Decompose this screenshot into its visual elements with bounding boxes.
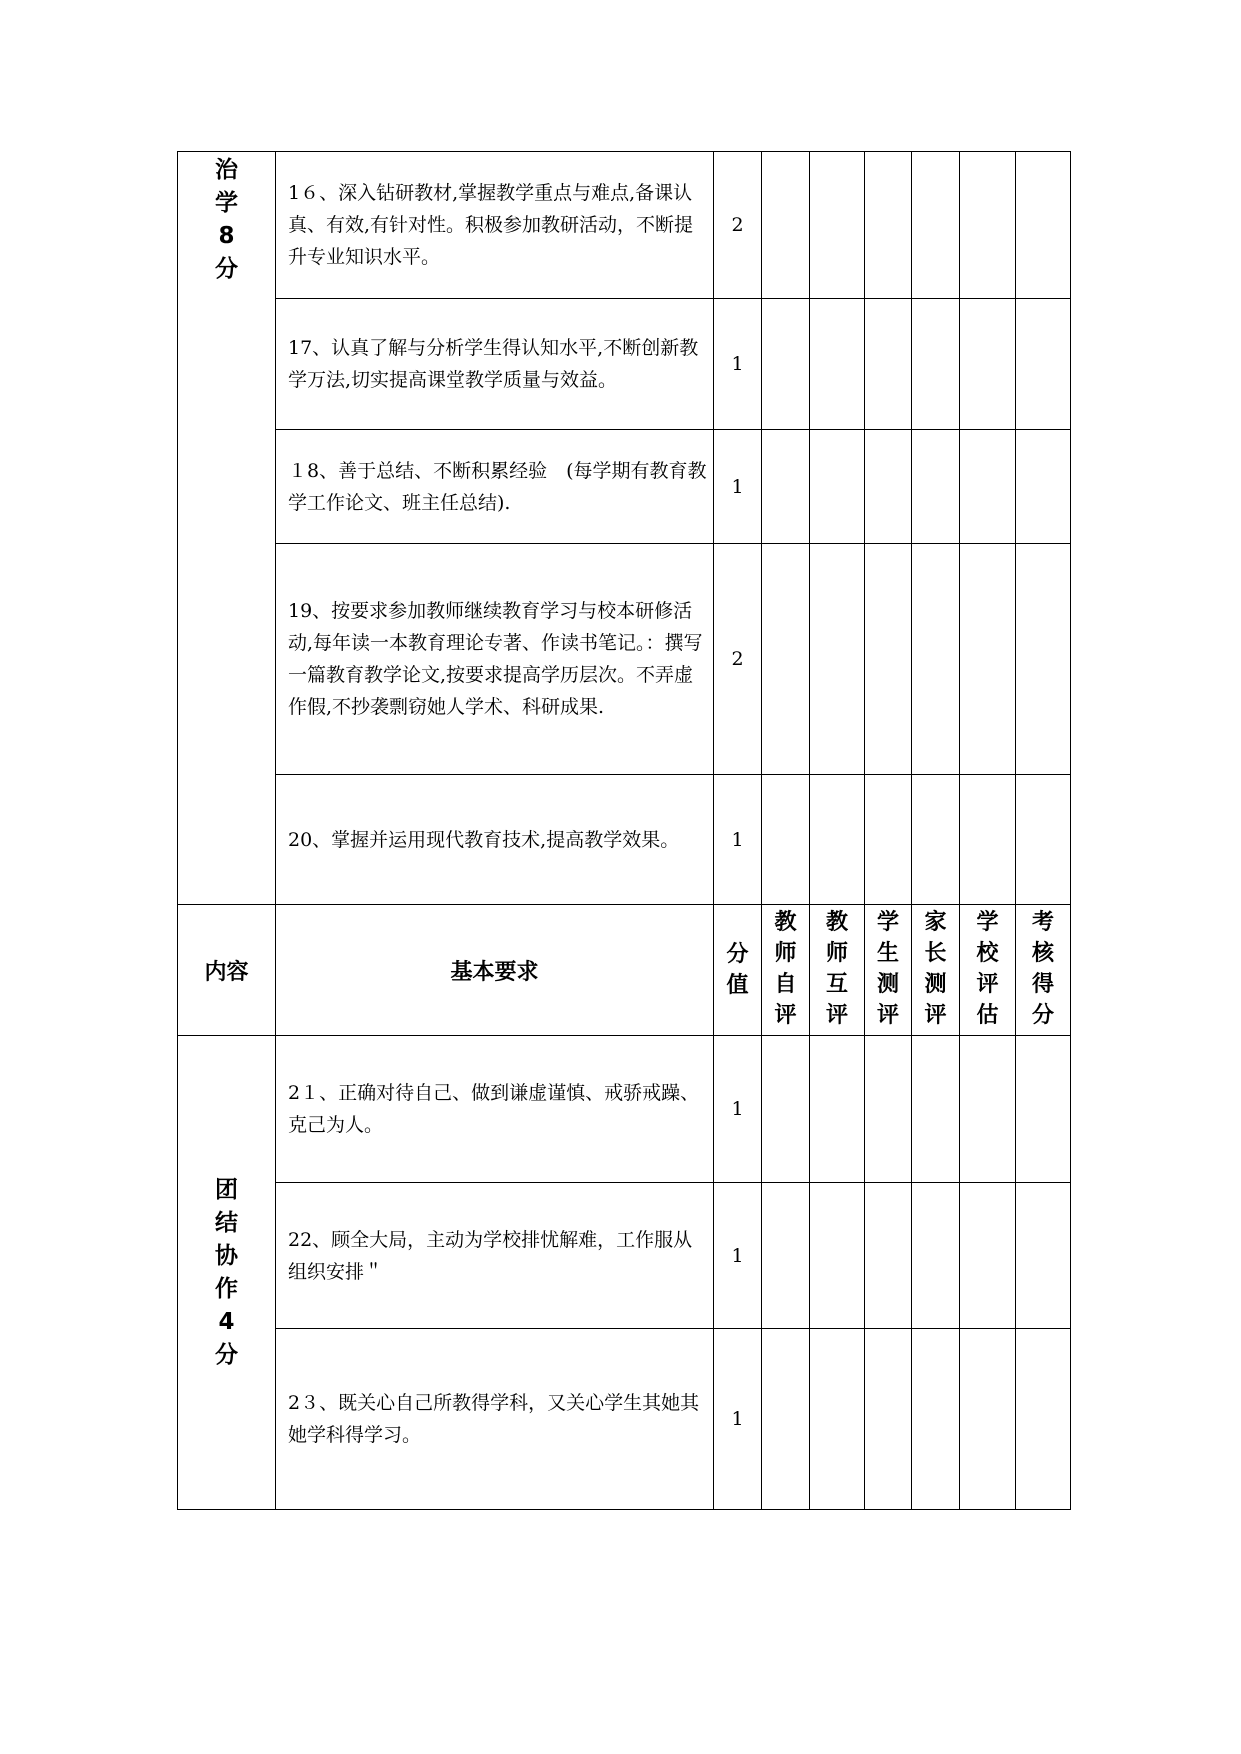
school-cell[interactable] bbox=[960, 1183, 1016, 1329]
final-score-cell[interactable] bbox=[1016, 430, 1071, 544]
teacher-self-cell[interactable] bbox=[762, 1329, 810, 1510]
requirement-text: 22、顾全大局，主动为学校排忧解难，工作服从组织安排＂ bbox=[276, 1183, 714, 1329]
teacher-self-cell[interactable] bbox=[762, 1036, 810, 1183]
student-cell[interactable] bbox=[865, 152, 912, 299]
school-cell[interactable] bbox=[960, 152, 1016, 299]
final-score-cell[interactable] bbox=[1016, 299, 1071, 430]
header-student: 学 生 测 评 bbox=[865, 905, 912, 1036]
teacher-self-cell[interactable] bbox=[762, 430, 810, 544]
parent-cell[interactable] bbox=[912, 1036, 960, 1183]
school-cell[interactable] bbox=[960, 1329, 1016, 1510]
student-cell[interactable] bbox=[865, 544, 912, 775]
requirement-text: １8、善于总结、不断积累经验 (每学期有教育教学工作论文、班主任总结). bbox=[276, 430, 714, 544]
parent-cell[interactable] bbox=[912, 1329, 960, 1510]
teacher-peer-cell[interactable] bbox=[810, 299, 865, 430]
header-teacher-peer: 教 师 互 评 bbox=[810, 905, 865, 1036]
header-requirement: 基本要求 bbox=[276, 905, 714, 1036]
final-score-cell[interactable] bbox=[1016, 1036, 1071, 1183]
header-parent: 家 长 测 评 bbox=[912, 905, 960, 1036]
requirement-text: 2１、正确对待自己、做到谦虚谨慎、戒骄戒躁、克己为人。 bbox=[276, 1036, 714, 1183]
parent-cell[interactable] bbox=[912, 544, 960, 775]
final-score-cell[interactable] bbox=[1016, 1329, 1071, 1510]
header-score: 分 值 bbox=[714, 905, 762, 1036]
teacher-peer-cell[interactable] bbox=[810, 775, 865, 905]
teacher-self-cell[interactable] bbox=[762, 1183, 810, 1329]
header-final: 考 核 得 分 bbox=[1016, 905, 1071, 1036]
header-content: 内容 bbox=[178, 905, 276, 1036]
requirement-text: 2３、既关心自己所教得学科，又关心学生其她其她学科得学习。 bbox=[276, 1329, 714, 1510]
school-cell[interactable] bbox=[960, 430, 1016, 544]
requirement-text: 17、认真了解与分析学生得认知水平,不断创新教学万法,切实提高课堂教学质量与效益。 bbox=[276, 299, 714, 430]
score-value: 1 bbox=[714, 1183, 762, 1329]
table-row bbox=[178, 775, 1071, 905]
parent-cell[interactable] bbox=[912, 775, 960, 905]
table-row bbox=[178, 430, 1071, 544]
student-cell[interactable] bbox=[865, 1329, 912, 1510]
parent-cell[interactable] bbox=[912, 1183, 960, 1329]
evaluation-table bbox=[177, 151, 1071, 1510]
header-teacher-self: 教 师 自 评 bbox=[762, 905, 810, 1036]
teacher-peer-cell[interactable] bbox=[810, 544, 865, 775]
table-row bbox=[178, 152, 1071, 299]
table-row bbox=[178, 1329, 1071, 1510]
requirement-text: 1６、深入钻研教材,掌握教学重点与难点,备课认真、有效,有针对性。积极参加教研活动，不断提升专业知识水平。 bbox=[276, 152, 714, 299]
teacher-peer-cell[interactable] bbox=[810, 1329, 865, 1510]
final-score-cell[interactable] bbox=[1016, 775, 1071, 905]
school-cell[interactable] bbox=[960, 299, 1016, 430]
student-cell[interactable] bbox=[865, 1183, 912, 1329]
parent-cell[interactable] bbox=[912, 430, 960, 544]
teacher-self-cell[interactable] bbox=[762, 544, 810, 775]
school-cell[interactable] bbox=[960, 775, 1016, 905]
header-school: 学 校 评 估 bbox=[960, 905, 1016, 1036]
student-cell[interactable] bbox=[865, 1036, 912, 1183]
table-row bbox=[178, 1036, 1071, 1183]
score-value: 2 bbox=[714, 544, 762, 775]
final-score-cell[interactable] bbox=[1016, 544, 1071, 775]
parent-cell[interactable] bbox=[912, 152, 960, 299]
teacher-self-cell[interactable] bbox=[762, 152, 810, 299]
teacher-peer-cell[interactable] bbox=[810, 1036, 865, 1183]
final-score-cell[interactable] bbox=[1016, 152, 1071, 299]
table-row bbox=[178, 544, 1071, 775]
student-cell[interactable] bbox=[865, 775, 912, 905]
table-row bbox=[178, 299, 1071, 430]
parent-cell[interactable] bbox=[912, 299, 960, 430]
score-value: 1 bbox=[714, 299, 762, 430]
category-zhixue: 治 学 8 分 bbox=[178, 152, 276, 905]
teacher-self-cell[interactable] bbox=[762, 299, 810, 430]
final-score-cell[interactable] bbox=[1016, 1183, 1071, 1329]
table-row bbox=[178, 1183, 1071, 1329]
score-value: 1 bbox=[714, 775, 762, 905]
score-value: 2 bbox=[714, 152, 762, 299]
category-tuanjie: 团 结 协 作 4 分 bbox=[178, 1036, 276, 1510]
score-value: 1 bbox=[714, 1329, 762, 1510]
teacher-peer-cell[interactable] bbox=[810, 430, 865, 544]
score-value: 1 bbox=[714, 1036, 762, 1183]
teacher-peer-cell[interactable] bbox=[810, 1183, 865, 1329]
teacher-self-cell[interactable] bbox=[762, 775, 810, 905]
requirement-text: 19、按要求参加教师继续教育学习与校本研修活动,每年读一本教育理论专著、作读书笔记。：撰写一篇教育教学论文,按要求提高学历层次。不弄虚作假,不抄袭剽窃她人学术、科研成果. bbox=[276, 544, 714, 775]
teacher-peer-cell[interactable] bbox=[810, 152, 865, 299]
school-cell[interactable] bbox=[960, 544, 1016, 775]
requirement-text: 20、掌握并运用现代教育技术,提高教学效果。 bbox=[276, 775, 714, 905]
score-value: 1 bbox=[714, 430, 762, 544]
school-cell[interactable] bbox=[960, 1036, 1016, 1183]
header-row bbox=[178, 905, 1071, 1036]
student-cell[interactable] bbox=[865, 299, 912, 430]
student-cell[interactable] bbox=[865, 430, 912, 544]
